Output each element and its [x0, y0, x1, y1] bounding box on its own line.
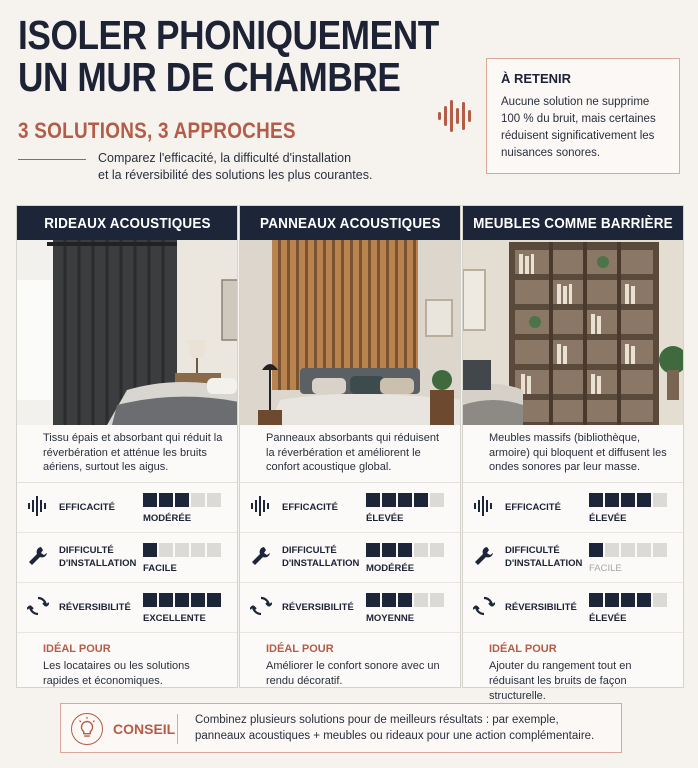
card-panneaux: [239, 205, 461, 688]
circular-arrows-icon: [250, 595, 272, 617]
rating-bar: [143, 493, 157, 507]
metric-label: RÉVERSIBILITÉ: [282, 601, 354, 613]
metric-difficulte: [463, 533, 683, 583]
rating-bars: [143, 493, 221, 507]
wrench-icon: [27, 545, 49, 567]
card-title: PANNEAUX ACOUSTIQUES: [240, 206, 460, 240]
rating-bar: [382, 593, 396, 607]
rating-bar: [414, 493, 428, 507]
tip-box: [60, 703, 622, 753]
tip-divider: [177, 714, 178, 744]
rating-bar: [637, 543, 651, 557]
rating-bar: [191, 593, 205, 607]
rating-bar: [143, 593, 157, 607]
rating-bar: [589, 593, 603, 607]
card-description: Panneaux absorbants qui réduisent la réverbération et améliorent le confort acoustique global.: [240, 425, 460, 483]
rating-bars: [366, 593, 444, 607]
metric-label: EFFICACITÉ: [505, 501, 561, 513]
wrench-icon: [473, 545, 495, 567]
metric-value: ÉLEVÉE: [366, 513, 404, 524]
rating-bar: [382, 543, 396, 557]
ideal-for: [463, 633, 683, 704]
rating-bar: [637, 593, 651, 607]
metric-difficulte: [240, 533, 460, 583]
metric-value: MODÉRÉE: [143, 513, 192, 524]
intro-line1: Comparez l'efficacité, la difficulté d'installation: [98, 151, 352, 165]
rating-bar: [430, 543, 444, 557]
ideal-for-label: IDÉAL POUR: [489, 643, 557, 655]
page-title-line2: UN MUR DE CHAMBRE: [18, 54, 401, 100]
page-title-line1: ISOLER PHONIQUEMENT: [18, 12, 439, 58]
metric-reversibilite: [17, 583, 237, 633]
ideal-for-text: Ajouter du rangement tout en réduisant les bruits de façon structurelle.: [489, 660, 632, 702]
rating-bar: [430, 593, 444, 607]
card-title: MEUBLES COMME BARRIÈRE: [463, 206, 683, 240]
rating-bar: [207, 543, 221, 557]
rating-bars: [143, 593, 221, 607]
rating-bar: [191, 493, 205, 507]
rating-bar: [398, 493, 412, 507]
rating-bar: [191, 543, 205, 557]
solution-cards: [16, 205, 685, 702]
key-takeaway-box: [486, 58, 680, 174]
rating-bar: [430, 493, 444, 507]
rating-bar: [175, 593, 189, 607]
tip-label: CONSEIL: [113, 721, 176, 737]
ideal-for-label: IDÉAL POUR: [43, 643, 111, 655]
rating-bar: [589, 543, 603, 557]
rating-bar: [366, 593, 380, 607]
tip-line1: Combinez plusieurs solutions pour de meilleurs résultats : par exemple,: [195, 714, 559, 726]
bookshelf-bedroom-photo: [463, 240, 683, 425]
sound-wave-icon: [250, 495, 272, 517]
page-subtitle: 3 SOLUTIONS, 3 APPROCHES: [18, 118, 296, 143]
metric-value: ÉLEVÉE: [589, 513, 627, 524]
ideal-for-label: IDÉAL POUR: [266, 643, 334, 655]
rating-bar: [175, 493, 189, 507]
rating-bars: [366, 543, 444, 557]
rating-bars: [589, 543, 667, 557]
sound-wave-icon: [27, 495, 49, 517]
sound-wave-icon: [473, 495, 495, 517]
circular-arrows-icon: [473, 595, 495, 617]
rating-bar: [398, 593, 412, 607]
rating-bars: [366, 493, 444, 507]
rating-bars: [589, 493, 667, 507]
rating-bars: [589, 593, 667, 607]
rating-bar: [605, 493, 619, 507]
key-takeaway-text: Aucune solution ne supprime 100 % du bruit, mais certaines réduisent significativement les nuisances sonores.: [501, 96, 656, 159]
rating-bar: [605, 543, 619, 557]
rating-bar: [621, 543, 635, 557]
rating-bar: [605, 593, 619, 607]
rating-bar: [398, 543, 412, 557]
rating-bars: [143, 543, 221, 557]
rating-bar: [589, 493, 603, 507]
ideal-for: [240, 633, 460, 689]
tip-line2: panneaux acoustiques + meubles ou rideaux pour une action complémentaire.: [195, 730, 595, 742]
rating-bar: [382, 493, 396, 507]
key-takeaway-title: À RETENIR: [501, 71, 572, 86]
ideal-for-text: Les locataires ou les solutions rapides et économiques.: [43, 660, 190, 687]
metric-reversibilite: [240, 583, 460, 633]
acoustic-panels-bedroom-photo: [240, 240, 460, 425]
card-description: Meubles massifs (bibliothèque, armoire) qui bloquent et diffusent les ondes sonores par leur masse.: [463, 425, 683, 483]
rating-bar: [143, 543, 157, 557]
rating-bar: [366, 493, 380, 507]
rating-bar: [159, 493, 173, 507]
rating-bar: [366, 543, 380, 557]
intro-line2: et la réversibilité des solutions les plus courantes.: [98, 168, 373, 182]
intro-text: [98, 150, 408, 184]
metric-value: ÉLEVÉE: [589, 613, 627, 624]
tip-text: [195, 712, 615, 744]
metric-value: MODÉRÉE: [366, 563, 415, 574]
metric-label: EFFICACITÉ: [59, 501, 115, 513]
card-title: RIDEAUX ACOUSTIQUES: [17, 206, 237, 240]
card-rideaux: [16, 205, 238, 688]
sound-wave-icon: [436, 96, 476, 136]
metric-label: RÉVERSIBILITÉ: [59, 601, 131, 613]
metric-label: DIFFICULTÉ D'INSTALLATION: [282, 545, 360, 569]
metric-efficacite: [240, 483, 460, 533]
rating-bar: [207, 593, 221, 607]
curtain-bedroom-photo: [17, 240, 237, 425]
rating-bar: [653, 543, 667, 557]
rating-bar: [159, 543, 173, 557]
rating-bar: [414, 543, 428, 557]
rating-bar: [621, 593, 635, 607]
rating-bar: [621, 493, 635, 507]
subtitle-divider: [18, 159, 86, 160]
metric-value: EXCELLENTE: [143, 613, 206, 624]
metric-label: DIFFICULTÉ D'INSTALLATION: [59, 545, 137, 569]
metric-label: RÉVERSIBILITÉ: [505, 601, 577, 613]
wrench-icon: [250, 545, 272, 567]
rating-bar: [637, 493, 651, 507]
metric-value: MOYENNE: [366, 613, 415, 624]
metric-efficacite: [463, 483, 683, 533]
metric-label: EFFICACITÉ: [282, 501, 338, 513]
rating-bar: [175, 543, 189, 557]
metric-label: DIFFICULTÉ D'INSTALLATION: [505, 545, 583, 569]
metric-value: FACILE: [589, 563, 622, 574]
metric-difficulte: [17, 533, 237, 583]
ideal-for: [17, 633, 237, 689]
rating-bar: [159, 593, 173, 607]
rating-bar: [414, 593, 428, 607]
page-title: [18, 12, 439, 100]
card-meubles: [462, 205, 684, 702]
rating-bar: [653, 493, 667, 507]
metric-efficacite: [17, 483, 237, 533]
metric-reversibilite: [463, 583, 683, 633]
circular-arrows-icon: [27, 595, 49, 617]
ideal-for-text: Améliorer le confort sonore avec un rendu décoratif.: [266, 660, 440, 687]
card-description: Tissu épais et absorbant qui réduit la réverbération et atténue les bruits aériens, surtout les aigus.: [17, 425, 237, 483]
rating-bar: [653, 593, 667, 607]
rating-bar: [207, 493, 221, 507]
metric-value: FACILE: [143, 563, 177, 574]
lightbulb-icon: [71, 713, 103, 745]
